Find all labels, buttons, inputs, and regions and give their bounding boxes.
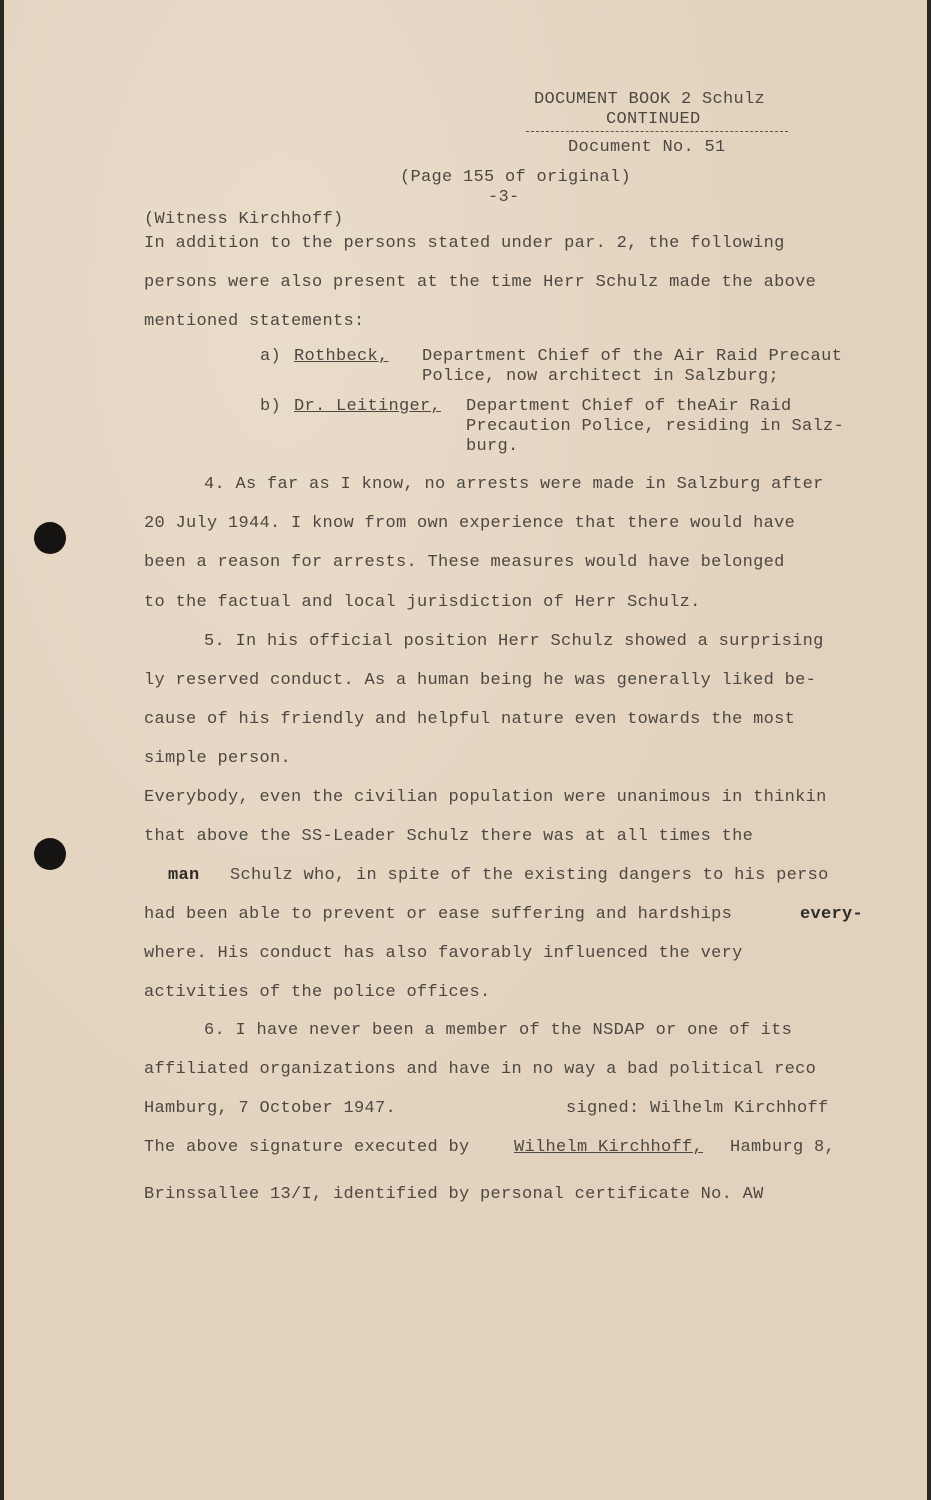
para5-line10: activities of the police offices.: [144, 983, 491, 1002]
document-book-title: DOCUMENT BOOK 2 Schulz: [534, 90, 766, 109]
item-b-name: Dr. Leitinger,: [294, 397, 442, 416]
item-b-marker: b): [260, 397, 282, 416]
para5-line8-emphasis: every-: [800, 905, 864, 924]
item-a-line1: Department Chief of the Air Raid Precaut: [422, 347, 843, 366]
para5-line6: that above the SS-Leader Schulz there was at all times the: [144, 827, 754, 846]
punch-hole-upper: [34, 522, 66, 554]
para6-line2: affiliated organizations and have in no way a bad political reco: [144, 1060, 817, 1079]
header-rule: [526, 131, 788, 132]
certification-line1-pre: The above signature executed by: [144, 1138, 470, 1157]
item-b-line1: Department Chief of theAir Raid: [466, 397, 792, 416]
continued-label: CONTINUED: [606, 110, 701, 129]
certification-line2: Brinssallee 13/I, identified by personal certificate No. AW: [144, 1185, 764, 1204]
item-a-marker: a): [260, 347, 282, 366]
para5-line4: simple person.: [144, 749, 292, 768]
para5-line7-emphasis: man: [168, 866, 200, 885]
para4-line4: to the factual and local jurisdiction of Herr Schulz.: [144, 593, 701, 612]
page-number: -3-: [488, 188, 520, 207]
para5-line9: where. His conduct has also favorably influenced the very: [144, 944, 743, 963]
para3-line1: In addition to the persons stated under par. 2, the following: [144, 234, 785, 253]
item-b-line2: Precaution Police, residing in Salz-: [466, 417, 845, 436]
document-page: [4, 0, 927, 1500]
para4-line1: 4. As far as I know, no arrests were made in Salzburg after: [204, 475, 824, 494]
document-number: Document No. 51: [568, 138, 726, 157]
para4-line2: 20 July 1944. I know from own experience that there would have: [144, 514, 796, 533]
certification-line1-post: Hamburg 8,: [730, 1138, 836, 1157]
para6-line1: 6. I have never been a member of the NSDAP or one of its: [204, 1021, 793, 1040]
witness-label: (Witness Kirchhoff): [144, 210, 344, 229]
signature-signed: signed: Wilhelm Kirchhoff: [566, 1099, 829, 1118]
para5-line8: had been able to prevent or ease suffering and hardships: [144, 905, 733, 924]
para3-line2: persons were also present at the time Herr Schulz made the above: [144, 273, 817, 292]
certification-name: Wilhelm Kirchhoff,: [514, 1138, 704, 1157]
punch-hole-lower: [34, 838, 66, 870]
item-a-line2: Police, now architect in Salzburg;: [422, 367, 780, 386]
para5-line7: Schulz who, in spite of the existing dangers to his perso: [230, 866, 829, 885]
para5-line3: cause of his friendly and helpful nature even towards the most: [144, 710, 796, 729]
para4-line3: been a reason for arrests. These measures would have belonged: [144, 553, 785, 572]
page-reference: (Page 155 of original): [400, 168, 632, 187]
signature-place-date: Hamburg, 7 October 1947.: [144, 1099, 397, 1118]
para5-line2: ly reserved conduct. As a human being he was generally liked be-: [144, 671, 817, 690]
item-a-name: Rothbeck,: [294, 347, 389, 366]
para5-line5: Everybody, even the civilian population were unanimous in thinkin: [144, 788, 827, 807]
para3-line3: mentioned statements:: [144, 312, 365, 331]
para5-line1: 5. In his official position Herr Schulz showed a surprising: [204, 632, 824, 651]
item-b-line3: burg.: [466, 437, 519, 456]
